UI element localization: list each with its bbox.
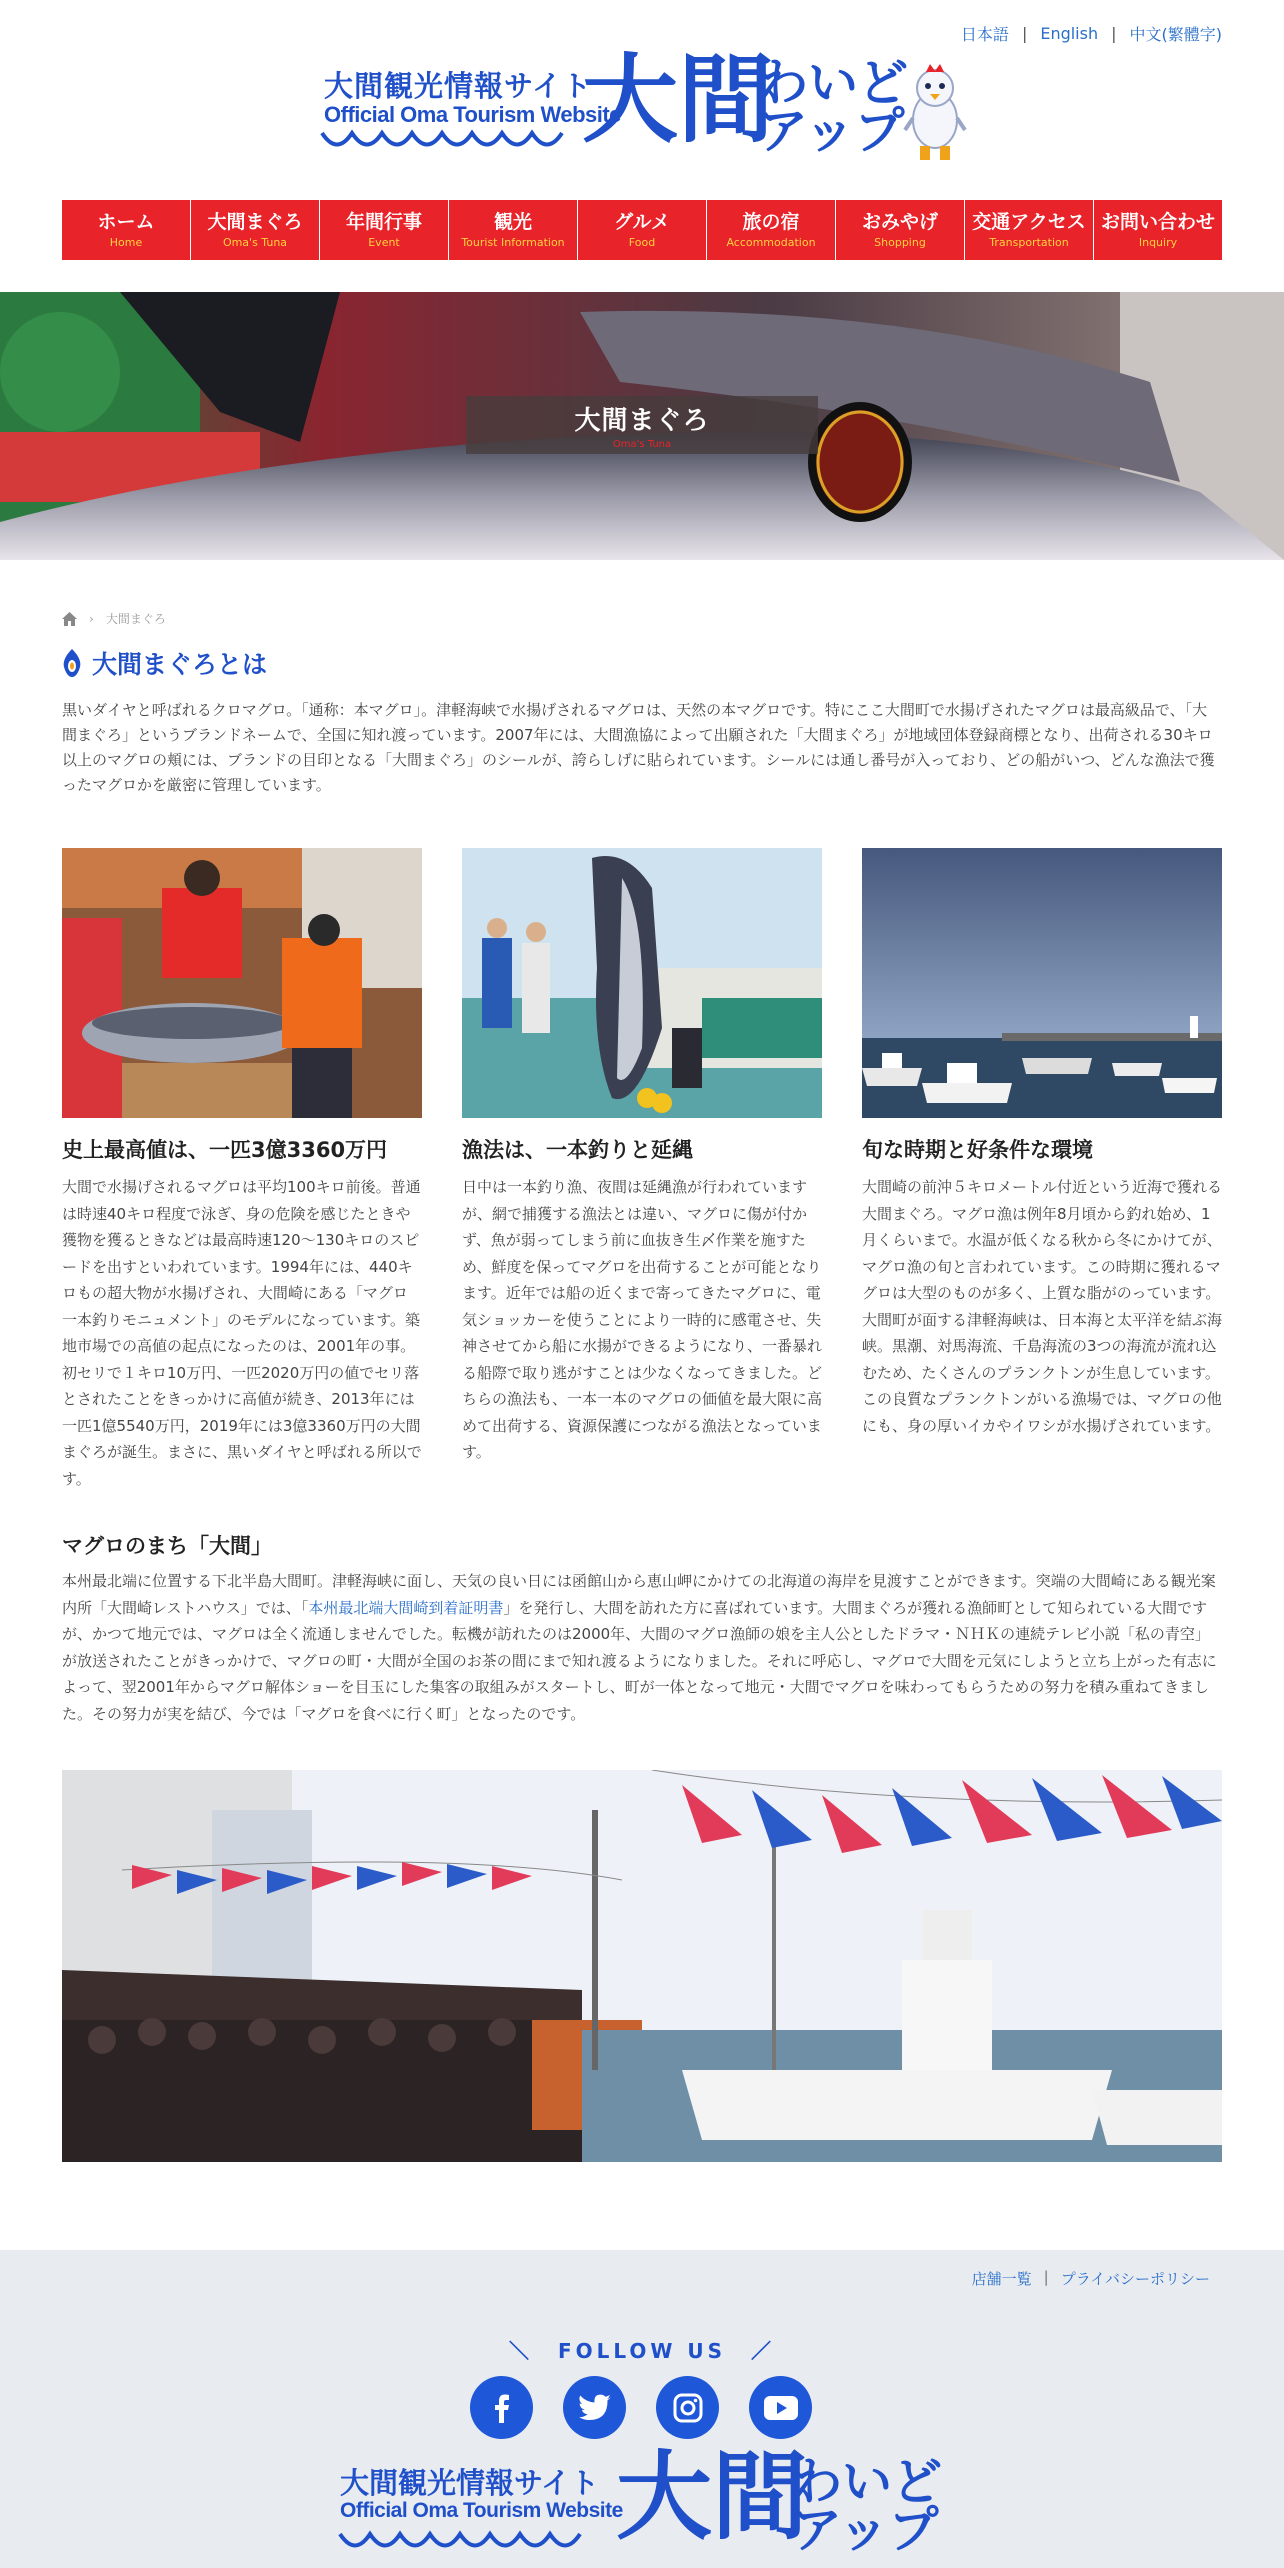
nav-label-jp: ホーム: [97, 210, 155, 233]
follow-us-heading: [0, 2335, 1284, 2364]
logo-site-name-en: Official Oma Tourism Website: [324, 102, 621, 127]
lang-english-link[interactable]: English: [1040, 24, 1099, 43]
nav-label-jp: 観光: [493, 210, 532, 233]
arrival-certificate-link[interactable]: 本州最北端大間崎到着証明書: [308, 1598, 504, 1617]
lang-chinese-link[interactable]: 中文(繁體字): [1129, 25, 1222, 44]
footer-logo-site-name-jp: 大間観光情報サイト: [340, 2466, 599, 2500]
follow-slash-left: ＼: [508, 2339, 533, 2363]
footer-logo-waves-graphic: [338, 2529, 598, 2563]
nav-label-jp: 大間まぐろ: [207, 210, 303, 233]
breadcrumb: [62, 610, 166, 627]
footer-link-separator: |: [1043, 2268, 1049, 2286]
facebook-link[interactable]: [470, 2376, 533, 2439]
nav-label-en: Tourist Information: [461, 236, 565, 250]
hero-subtitle: Oma's Tuna: [612, 439, 672, 450]
social-links: [470, 2376, 812, 2439]
nav-label-en: Accommodation: [726, 236, 816, 250]
town-text-part1: 本州最北端に位置する下北半島大間町。津軽海峡に面し、天気の良い日には函館山から恵山岬にかけての北海道の海岸を見渡すことができます。突端の大間崎にある観光案内所「大間崎レストハウス」では、「: [62, 1572, 1216, 1617]
lang-separator: |: [1021, 24, 1028, 43]
mascot-character: [902, 64, 968, 164]
home-icon[interactable]: [62, 612, 77, 626]
nav-label-en: Oma's Tuna: [222, 236, 288, 250]
instagram-link[interactable]: [656, 2376, 719, 2439]
nav-item-home[interactable]: [62, 200, 191, 260]
nav-item-food[interactable]: [578, 200, 707, 260]
footer-logo[interactable]: [340, 2441, 960, 2568]
nav-label-jp: 年間行事: [345, 210, 422, 233]
nav-label-en: Event: [368, 236, 400, 250]
nav-label-en: Inquiry: [1138, 236, 1178, 250]
nav-label-jp: 交通アクセス: [972, 210, 1086, 233]
town-section-title: マグロのまち「大間」: [62, 1534, 272, 1558]
logo-brand-wide-line1: わいど: [758, 54, 908, 112]
footer-logo-site-name-en: Official Oma Tourism Website: [340, 2499, 623, 2522]
nav-label-en: Food: [628, 236, 656, 250]
twitter-icon: [579, 2394, 611, 2422]
nav-label-en: Home: [109, 236, 143, 250]
site-logo[interactable]: [320, 44, 970, 168]
facebook-icon: [487, 2393, 517, 2423]
follow-slash-right: ／: [751, 2339, 776, 2363]
follow-us-label: FOLLOW US: [557, 2339, 727, 2363]
tuna-landing-photo: [462, 848, 822, 1118]
footer-logo-brand-wide: [792, 2453, 942, 2559]
logo-waves-graphic: [320, 128, 570, 158]
instagram-icon: [673, 2393, 703, 2423]
column-title: 旬な時期と好条件な環境: [862, 1138, 1093, 1162]
youtube-link[interactable]: [749, 2376, 812, 2439]
column-text: 日中は一本釣り漁、夜間は延縄漁が行われていますが、網で捕獲する漁法とは違い、マグロに傷が付かず、魚が弱ってしまう前に血抜き生〆作業を施すため、鮮度を保ってマグロを出荷することが可能となります。近年では船の近くまで寄ってきたマグロに、電気ショッカーを使うことにより一時的に感電させ、失神させてから船に水揚ができるようになり、一番暴れる船際で取り逃がすことは少なくなってきました。どちらの漁法も、一本一本のマグロの価値を最大限に高めて出荷する、資源保護につながる漁法となっています。: [462, 1178, 823, 1461]
nav-item-event[interactable]: [320, 200, 449, 260]
logo-brand-wide-line2: アップ: [758, 101, 905, 160]
column-text: 大間崎の前沖５キロメートル付近という近海で獲れる大間まぐろ。マグロ漁は例年8月頃から釣れ始め、1月くらいまで。水温が低くなる秋から冬にかけてが、マグロ漁の旬と言われています。この時期に獲れるマグロは大型のものが多く、上質な脂がのっています。大間町が面する津軽海峡は、日本海と太平洋を結ぶ海峡。黒潮、対馬海流、千島海流の3つの海流が流れ込むため、たくさんのプランクトンが生息しています。この良質なプランクトンがいる漁場では、マグロの他にも、身の厚いイカやイワシが水揚げされています。: [862, 1178, 1223, 1435]
nav-label-jp: お問い合わせ: [1100, 210, 1215, 233]
fishing-harbor-photo: [862, 848, 1222, 1118]
lang-separator: |: [1111, 24, 1117, 43]
column-title: 史上最高値は、一匹3億3360万円: [62, 1138, 388, 1162]
nav-label-jp: グルメ: [614, 210, 670, 233]
youtube-icon: [764, 2396, 798, 2420]
nav-item-shopping[interactable]: [836, 200, 965, 260]
town-text-part2: 」を発行し、大間を訪れた方に喜ばれています。大間まぐろが獲れる漁師町として知られている大間ですが、かつて地元では、マグロは全く流通しませんでした。転機が訪れたのは2000年、大間のマグロ漁師の娘を主人公としたドラマ・ＮＨＫの連続テレビ小説「私の青空」が放送されたことがきっかけで、マグロの町・大間が全国のお茶の間にまで知れ渡るようになりました。それに呼応し、マグロで大間を元気にしようと立ち上がった有志によって、翌2001年からマグロ解体ショーを目玉にした集客の取組みがスタートし、町が一体となって地元・大間でマグロを味わってもらうための努力を積み重ねてきました。その努力が実を結び、今では「マグロを食べに行く町」となったのです。: [62, 1598, 1217, 1723]
nav-item-transportation[interactable]: [965, 200, 1094, 260]
footer-links: [972, 2268, 1210, 2289]
column-title: 漁法は、一本釣りと延縄: [462, 1138, 693, 1162]
nav-item-inquiry[interactable]: [1094, 200, 1222, 260]
twitter-link[interactable]: [563, 2376, 626, 2439]
nav-item-accommodation[interactable]: [707, 200, 836, 260]
page-title: 大間まぐろとは: [92, 650, 268, 679]
hero-banner: [0, 292, 1284, 560]
feature-column-price: [62, 848, 422, 1492]
column-text: 大間で水揚げされるマグロは平均100キロ前後。普通は時速40キロ程度で泳ぎ、身の危険を感じたときや獲物を獲るときなどは最高時速120～130キロのスピードを出すといわれています。1994年には、440キロもの超大物が水揚げされ、大間崎にある「マグロ一本釣りモニュメント」のモデルになっています。築地市場での高値の起点になったのは、2001年の事。初セリで１キロ10万円、一匹2020万円の値でセリ落とされたことをきっかけに高値が続き、2013年には一匹1億5540万円，2019年には3億3360万円の大間まぐろが誕生。まさに、黒いダイヤと呼ばれる所以です。: [62, 1178, 422, 1488]
nav-item-oma-tuna[interactable]: [191, 200, 320, 260]
tuna-auction-photo: [62, 848, 422, 1118]
section-heading: [62, 645, 267, 681]
intro-paragraph: 黒いダイヤと呼ばれるクロマグロ。「通称：本マグロ」。津軽海峡で水揚げされるマグロは、天然の本マグロです。特にここ大間町で水揚げされたマグロは最高級品で、「大間まぐろ」というブランドネームで、全国に知れ渡っています。2007年には、大間漁協によって出願された「大間まぐろ」が地域団体登録商標となり、出荷される30キロ以上のマグロの頬には、ブランドの目印となる「大間まぐろ」のシールが、誇らしげに貼られています。シールには通し番号が入っており、どの船がいつ、どんな漁法で獲ったマグロかを厳密に管理しています。: [62, 701, 1215, 794]
nav-label-en: Shopping: [874, 236, 926, 250]
site-footer: [0, 2250, 1284, 2568]
nav-label-en: Transportation: [989, 236, 1069, 250]
footer-logo-brand-wide-line2: アップ: [792, 2500, 939, 2559]
town-section-text: [62, 1568, 1222, 1727]
logo-site-name-jp: 大間観光情報サイト: [324, 69, 592, 103]
feature-column-fishing-method: [462, 848, 822, 1466]
footer-logo-brand-big: 大間: [616, 2441, 808, 2553]
breadcrumb-current: 大間まぐろ: [105, 612, 166, 626]
nav-item-tourist-info[interactable]: [449, 200, 578, 260]
nav-label-jp: 旅の宿: [742, 210, 800, 233]
hero-title: 大間まぐろ: [574, 406, 710, 436]
festival-harbor-photo: [62, 1770, 1222, 2162]
nav-label-jp: おみやげ: [861, 210, 938, 233]
footer-logo-brand-wide-line1: わいど: [792, 2453, 942, 2511]
tuna-badge-icon: [62, 649, 82, 677]
main-nav: [62, 200, 1222, 260]
language-switcher: [961, 22, 1222, 45]
chevron-right-icon: ›: [89, 611, 94, 626]
hero-title-box: [466, 396, 818, 454]
lang-japanese-link[interactable]: 日本語: [960, 25, 1009, 44]
logo-brand-wide: [758, 54, 908, 160]
store-list-link[interactable]: 店舗一覧: [971, 2270, 1032, 2288]
logo-brand-big: 大間: [582, 44, 774, 156]
feature-column-season: [862, 848, 1222, 1439]
privacy-policy-link[interactable]: プライバシーポリシー: [1060, 2270, 1210, 2288]
